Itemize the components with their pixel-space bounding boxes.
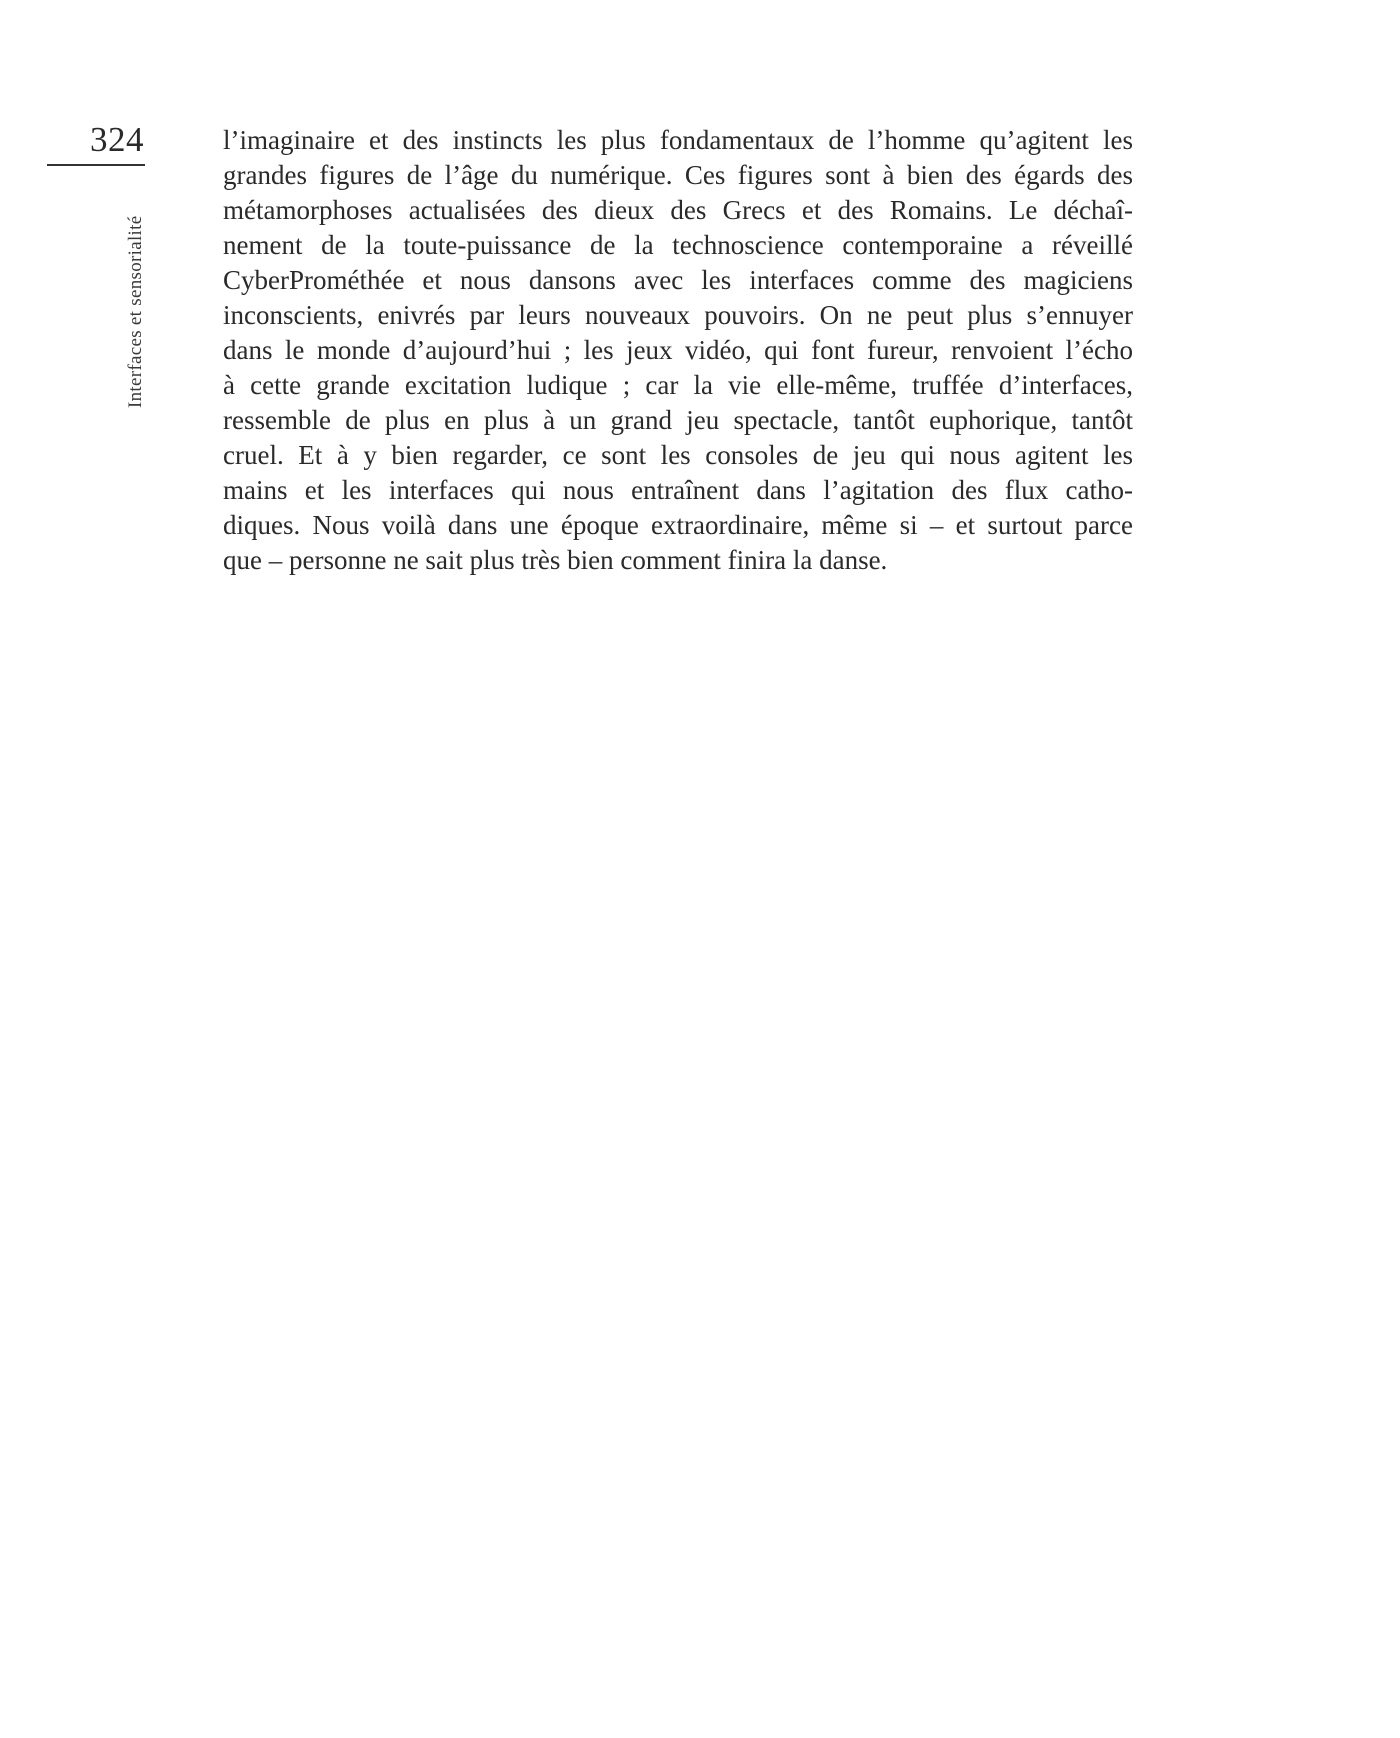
text-line: nement de la toute-puissance de la technoscience contemporaine a réveillé (223, 230, 1133, 260)
body-paragraph (223, 123, 1133, 578)
running-head: Interfaces et sensorialité (125, 215, 146, 408)
text-line: cruel. Et à y bien regarder, ce sont les consoles de jeu qui nous agitent les (223, 440, 1133, 470)
text-line: l’imaginaire et des instincts les plus fondamentaux de l’homme qu’agitent les (223, 125, 1133, 155)
text-line: à cette grande excitation ludique ; car la vie elle-même, truffée d’interfaces, (223, 370, 1133, 400)
text-line: grandes figures de l’âge du numérique. Ces figures sont à bien des égards des (223, 160, 1133, 190)
text-line: inconscients, enivrés par leurs nouveaux pouvoirs. On ne peut plus s’ennuyer (223, 300, 1133, 330)
text-line: ressemble de plus en plus à un grand jeu spectacle, tantôt euphorique, tantôt (223, 405, 1133, 435)
header-rule (47, 164, 145, 166)
text-line: diques. Nous voilà dans une époque extraordinaire, même si – et surtout parce (223, 510, 1133, 540)
page-number: 324 (90, 120, 144, 159)
text-line: que – personne ne sait plus très bien comment finira la danse. (223, 545, 888, 575)
text-line: CyberProméthée et nous dansons avec les interfaces comme des magiciens (223, 265, 1133, 295)
text-line: métamorphoses actualisées des dieux des Grecs et des Romains. Le déchaî- (223, 195, 1133, 225)
text-line: dans le monde d’aujourd’hui ; les jeux vidéo, qui font fureur, renvoient l’écho (223, 335, 1133, 365)
text-line: mains et les interfaces qui nous entraînent dans l’agitation des flux catho- (223, 475, 1133, 505)
